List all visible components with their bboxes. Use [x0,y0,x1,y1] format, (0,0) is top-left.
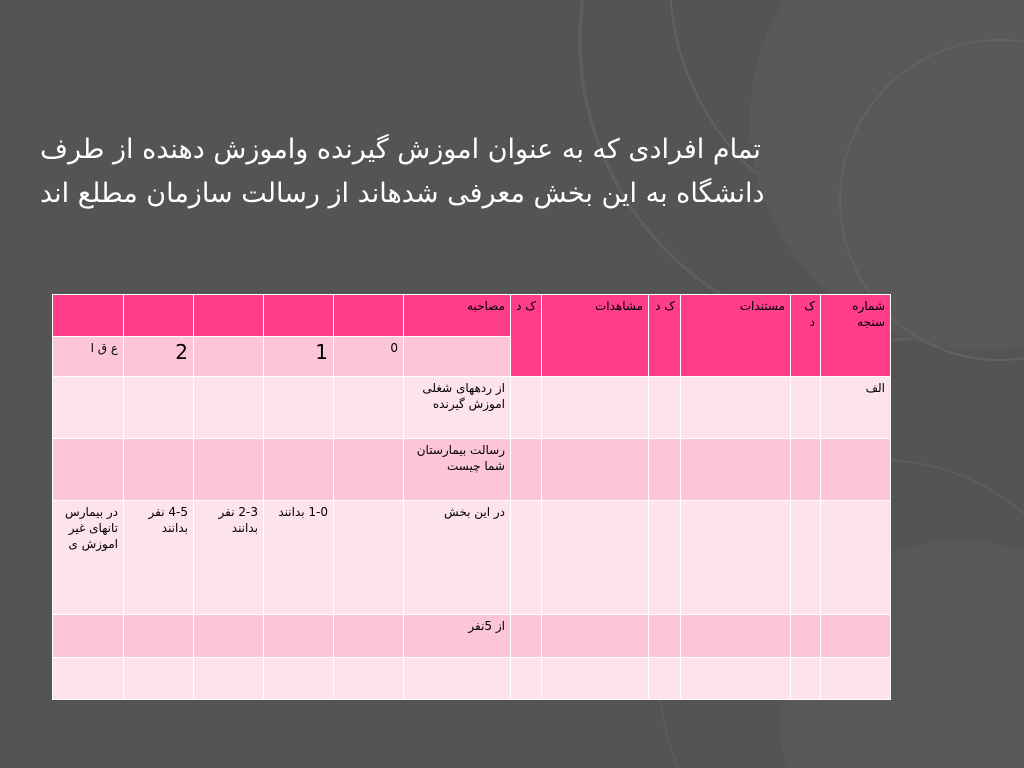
header-blank-3 [194,295,264,337]
table-cell-measure [821,501,891,615]
table-cell-c4: 4-5 نفر بدانند [124,501,194,615]
header-kd-2: ک د [649,295,681,377]
table-cell-interview: رسالت بیمارستان شما چیست [404,439,511,501]
evaluation-table [52,294,891,700]
slide-title [40,128,960,216]
header-blank-2 [264,295,334,337]
table-cell-c3: 2-3 نفر بدانند [194,501,264,615]
header-kd-3: ک د [511,295,542,377]
table-cell-c2 [334,501,404,615]
table-cell-measure [821,615,891,658]
header-kd-1: ک د [791,295,821,377]
header-blank-5 [53,295,124,337]
header-interview: مصاحبه [404,295,511,337]
score-blank-2 [194,337,264,377]
title-line-1: تمام افرادی که به عنوان اموزش گیرنده واموزش دهنده از طرف [40,134,761,165]
score-abbr: ع ق ا [53,337,124,377]
score-0: 0 [334,337,404,377]
header-measure-no: شماره سنجه [821,295,891,377]
table-cell-interview: در این بخش [404,501,511,615]
score-1: 1 [264,337,334,377]
header-observations: مشاهدات [542,295,649,377]
score-blank [404,337,511,377]
table-cell-measure: الف [821,377,891,439]
header-blank-1 [334,295,404,337]
table-cell-c5: در بیمارس تانهای غیر اموزش ی [53,501,124,615]
title-line-2: دانشگاه به این بخش معرفی شدهاند از رسالت سازمان مطلع اند [40,178,765,209]
table-cell-measure [821,658,891,700]
table-cell-measure [821,439,891,501]
header-documents: مستندات [681,295,791,377]
table-cell-interview: از 5نفر [404,615,511,658]
table-cell-c1: 1-0 بدانند [264,501,334,615]
table-cell-interview [404,658,511,700]
table-cell-interview: از ردههای شغلی اموزش گیرنده [404,377,511,439]
score-2: 2 [124,337,194,377]
header-blank-4 [124,295,194,337]
